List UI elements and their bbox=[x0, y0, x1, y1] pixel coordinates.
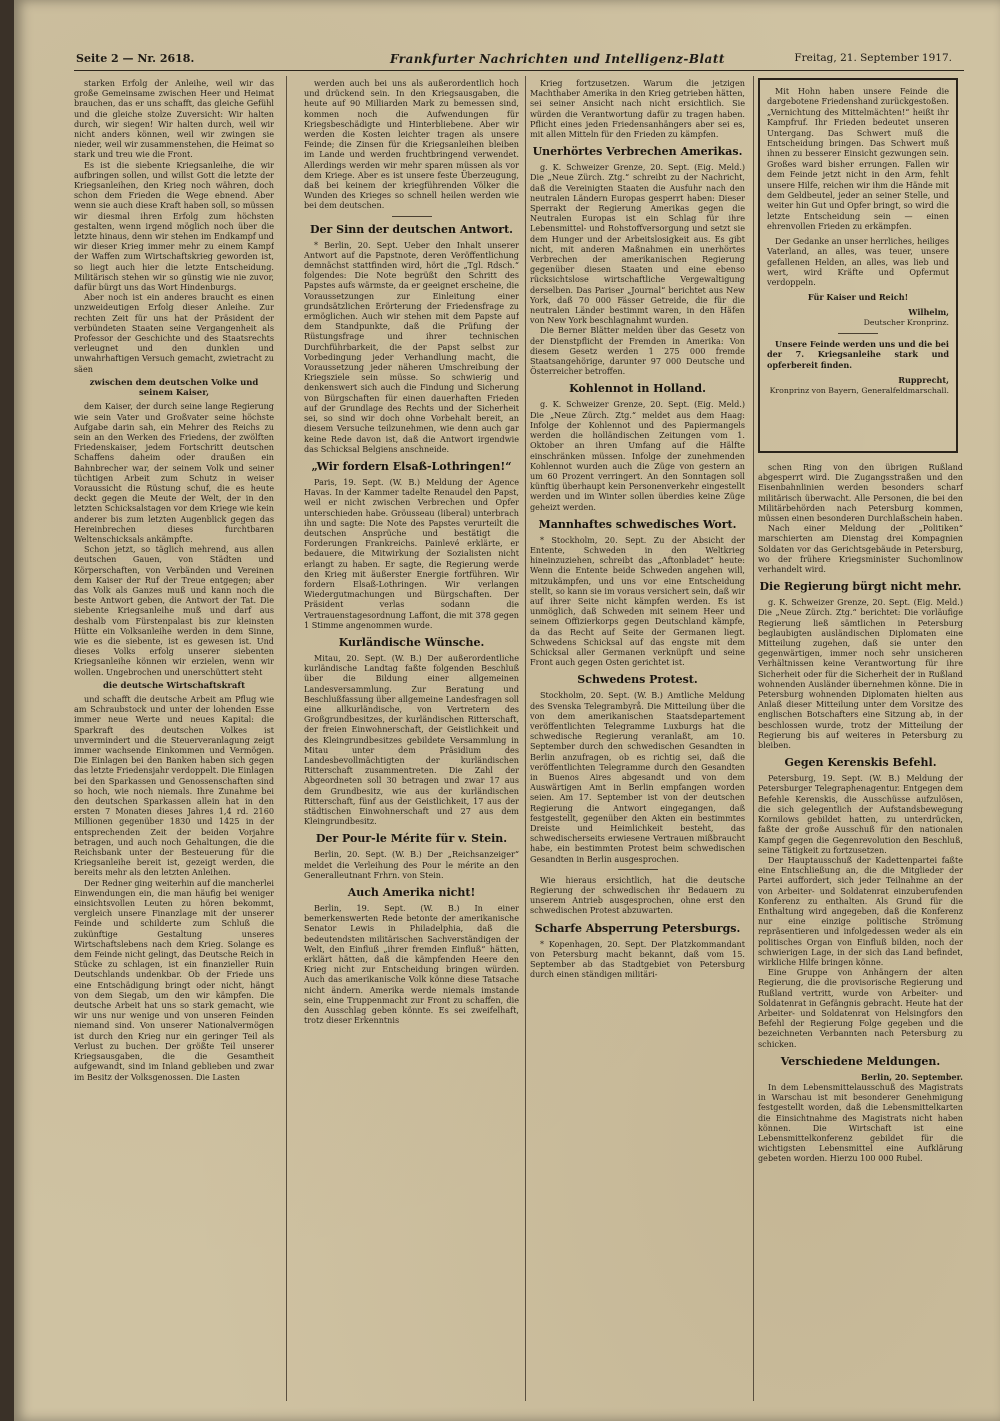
article-headline: Scharfe Absperrung Petersburgs. bbox=[534, 921, 741, 935]
article-headline: „Wir fordern Elsaß-Lothringen!“ bbox=[311, 459, 512, 473]
column-3 bbox=[530, 78, 745, 1421]
subheading: zwischen dem deutschen Volke und seinem Kaiser, bbox=[89, 377, 259, 399]
paragraph: Krieg fortzusetzen. Warum die jetzigen Machthaber Amerika in den Krieg getrieben hätten, sei seiner Ansicht nach nicht ersichtlich. Sie würden die Verantwortung dafür zu tragen haben. Pflicht eines jeden Friedensanhängers aber sei es, mit allen Mitteln für den Frieden zu kämpfen. bbox=[530, 78, 745, 140]
paragraph: g. K. Schweizer Grenze, 20. Sept. (Eig. Meld.) Die „Neue Zürch. Ztg.“ schreibt zu der Nachricht, daß die Vereinigten Staaten die Ausfuhr nach den neutralen Ländern Europas gesperrt haben: Dieser Sperrakt der Regierung Amerikas gegen die Neutralen Europas ist ein Schlag für ihre Lebensmittel- und Rohstoffversorgung und setzt sie dem Hunger und der Arbeitslosigkeit aus. Es gibt nicht, mit anderen Maßnahmen ein unerhörtes Verbrechen der amerikanischen Regierung gegenüber diesen Staaten und eine ebenso rücksichtslose wirtschaftliche Vergewaltigung derselben. Das Pariser „Journal“ berichtet aus New York, daß 70 000 Fässer Getreide, die für die neutralen Länder bestimmt waren, in den Häfen von New York beschlagnahmt wurden. bbox=[530, 162, 745, 326]
paragraph: und schafft die deutsche Arbeit am Pflug wie am Schraubstock und unter der lohenden Esse immer neue Werte und neues Kapital: die Sparkraft des deutschen Volkes ist unvermindert und die Steuerveranlagung zeigt immer wachsende Einkommen und Vermögen. Die Einlagen bei den Banken haben sich gegen das letzte Friedensjahr verdoppelt. Die Einlagen bei den Sparkassen und Genossenschaften sind so hoch, wie noch niemals. Ihre Zunahme bei den deutschen Sparkassen allein hat in den ersten 7 Monaten dieses Jahres 1,4 rd. 2160 Millionen gegenüber 1830 und 1425 in der entsprechenden Zeit der beiden Vorjahre betragen, und auch noch Gehaltungen, die die Reichsbank unter der Besteuerung für die Kriegsanleihe bereit ist, gezeigt werden, die bereits mehr als den letzten Anleihen. bbox=[74, 693, 274, 878]
paragraph: Der Redner ging weiterhin auf die mancherlei Einwendungen ein, die man häufig bei weniger einsichtsvollen Leuten zu hören bekommt, vergleich unsere Finanzlage mit der unserer Feinde und schilderte zum Schluß die zukünftige Gestaltung unseres Wirtschaftslebens nach dem Krieg. Solange es dem Feinde nicht gelingt, das Deutsche Reich in Stücke zu schlagen, ist ein finanzieller Ruin Deutschlands undenkbar. Ob der Friede uns eine Entschädigung bringt oder nicht, hängt von dem Siegab, um den wir kämpfen. Die deutsche Arbeit hat uns so stark gemacht, wie wir uns nur wenige und von unseren Feinden niemand sind. Von unserer Nationalvermögen ist durch den Krieg nur ein geringer Teil als Verlust zu buchen. Der größte Teil unserer Kriegsausgaben, die die Gesamtheit aufgewandt, sind im Inland geblieben und zwar im Besitz der Volksgenossen. Die Lasten bbox=[74, 877, 274, 1082]
article-headline: Der Sinn der deutschen Antwort. bbox=[309, 222, 514, 236]
section-rule bbox=[838, 333, 878, 334]
proclamation-box bbox=[758, 78, 958, 453]
paragraph: In dem Lebensmittelausschuß des Magistrats in Warschau ist mit besonderer Genehmigung festgestellt worden, daß die Lebensmittelkarten die Einsichtnahme des Magistrats nicht haben können. Die Wirtschaft ist eine Lebensmittelkonferenz gebildet für die wichtigsten Lebensmittel eine Aufklärung gebeten worden. Hierzu 100 000 Rubel. bbox=[758, 1081, 963, 1164]
paragraph: g. K. Schweizer Grenze, 20. Sept. (Eig. Meld.) Die „Neue Zürch. Ztg.“ berichtet: Die vorläufige Regierung ließ sämtlichen in Petersburg beglaubigten ausländischen Diplomaten eine Mitteilung zugehen, daß sie unter den gegenwärtigen, immer noch sehr unsicheren Verhältnissen keine Verantwortung für ihre Sicherheit oder für die Sicherheit der in Rußland wohnenden Ausländer übernehmen könne. Die in Petersburg wohnenden Diplomaten hielten aus Anlaß dieser Mitteilung unter dem Vorsitze des englischen Botschafters eine Sitzung ab, in der beschlossen wurde, trotz der Mitteilung der Regierung bis auf weiteres in Petersburg zu bleiben. bbox=[758, 597, 963, 751]
paragraph: Schon jetzt, so täglich mehrend, aus allen deutschen Gauen, von Städten und Körperschaften, von Verbänden und Vereinen dem Kaiser der Ruf der Treue entgegen; aber das Volk als Ganzes muß und kann noch die beste Antwort geben, die Antwort der Tat. Die siebente Kriegsanleihe muß und darf aus deshalb vom Fürstenpalast bis zur kleinsten Hütte ein Volksanleihe werden in dem Sinne, wie es die siebente, ist es gewesen ist. Und dieses Volks erfolg unserer siebenten Kriegsanleihe können wir erzielen, wenn wir wollen. Ungebrochen und unerschüttert steht bbox=[74, 544, 274, 677]
paragraph: Unsere Feinde werden uns und die bei der 7. Kriegsanleihe stark und opferbereit finden. bbox=[767, 338, 949, 370]
column-divider bbox=[286, 76, 287, 1401]
paragraph: starken Erfolg der Anleihe, weil wir das große Gemeinsame zwischen Heer und Heimat brauchen, das er uns schafft, das gleiche Gefühl und die gleiche stolze Zuversicht: Wir halten durch, wir siegen! Wir halten durch, weil wir nicht anders können, weil wir zwingen sie nieder, weil wir zusammenstehen, die Heimat so stark und treu wie die Front. bbox=[74, 78, 274, 160]
paragraph: werden auch bei uns als außerordentlich hoch und drückend sein. In den Kriegsausgaben, die heute auf 90 Milliarden Mark zu bemessen sind, kommen noch die Aufwendungen für Kriegsbeschädigte und Hinterbliebene. Aber wir werden die Kosten leichter tragen als unsere Feinde; die Zinsen für die Kriegsanleihen bleiben im Lande und werden fruchtbringend verwendet. Allerdings werden wir mehr sparen müssen als vor dem Kriege. Aber es ist unsere feste Überzeugung, daß bei keinem der kriegführenden Völker die Wunden des Krieges so schnell heilen werden wie bei dem deutschen. bbox=[304, 78, 519, 211]
paragraph: Berlin, 19. Sept. (W. B.) In einer bemerkenswerten Rede betonte der amerikanische Senator Lewis in Philadelphia, daß die bedeutendsten militärischen Sachverständigen der Welt, den Einfluß „ihrer fremden Einfluß“ hätten, erklärt hätten, daß die kämpfenden Heere den Krieg nicht zur Entscheidung bringen würden. Auch das amerikanische Volk könne diese Tatsache nicht ändern. Amerika werde niemals imstande sein, eine Truppenmacht zur Front zu schaffen, die den Ausschlag geben könnte. Es sei zweifelhaft, trotz dieser Erkenntnis bbox=[304, 903, 519, 1026]
article-headline: Mannhaftes schwedisches Wort. bbox=[538, 517, 737, 531]
paragraph: Mit Hohn haben unsere Feinde die dargebotene Friedenshand zurückgestoßen. „Vernichtung des Mittelmächten!“ heißt ihr Kampfruf. Ihr Frieden bedeutet unseren Untergang. Das Schwert muß die Entscheidung bringen. Das Schwert muß ihnen zu besserer Einsicht gezwungen sein. Großes ward bisher errungen. Fallen wir dem Feinde jetzt nicht in den Arm, fehlt unsere Hilfe, reichen wir ihm die Hände mit dem Geldbeutel, jeder an seiner Stelle, und weiter hin Gut und Opfer bringt, so wird die letzte Entscheidung sein — einen ehrenvollen Frieden zu erkämpfen. bbox=[767, 86, 949, 232]
paragraph: Der Gedanke an unser herrliches, heiliges Vaterland, an alles, was teuer, unsere gefallenen Helden, an alles, was lieb und wert, wird Kräfte und Opfermut verdoppeln. bbox=[767, 235, 949, 288]
paragraph: schen Ring von den übrigen Rußland abgesperrt wird. Die Zugangsstraßen und den Eisenbahnlinien werden besonders scharf militärisch überwacht. Alle Personen, die bei den Militärbehörden nach Petersburg kommen, müssen einen besonderen Durchlaßschein haben. bbox=[758, 462, 963, 524]
column-2 bbox=[304, 78, 519, 1421]
paragraph: Der Hauptausschuß der Kadettenpartei faßte eine Entschließung an, die die Mitglieder der Partei auffordert, sich jeder Teilnahme an der von Arbeiter- und Soldatenrat einzuberufenden Konferenz zu enthalten. Als Grund für die Enthaltung wird angegeben, daß die Konferenz nur eine einzige politische Strömung repräsentieren und infolgedessen weder als ein politisches Organ von Einfluß bilden, noch der schwierigen Lage, in der sich das Land befindet, wirkliche Hilfe bringen könne. bbox=[758, 854, 963, 967]
column-divider bbox=[753, 76, 754, 1401]
signature-name: Wilhelm, bbox=[908, 307, 949, 318]
rally-cry: Für Kaiser und Reich! bbox=[807, 291, 909, 302]
page-number-label: Seite 2 — Nr. 2618. bbox=[76, 52, 195, 65]
paragraph: * Kopenhagen, 20. Sept. Der Platzkommandant von Petersburg macht bekannt, daß vom 15. September ab das Stadtgebiet von Petersburg durch einen ständigen militäri- bbox=[530, 938, 745, 980]
article-headline: Kurländische Wünsche. bbox=[338, 635, 485, 649]
article-headline: Unerhörtes Verbrechen Amerikas. bbox=[532, 145, 743, 159]
section-rule bbox=[618, 869, 658, 870]
masthead: Frankfurter Nachrichten und Intelligenz-Blatt bbox=[390, 52, 725, 66]
paragraph: * Berlin, 20. Sept. Ueber den Inhalt unserer Antwort auf die Papstnote, deren Veröffentlichung demnächst stattfinden wird, hört die „Tgl. Rdsch.“ folgendes: Die Note begrüßt den Schritt des Papstes aufs wärmste, da er geeignet erscheine, die Voraussetzungen zur Einleitung einer grundsätzlichen Erörterung der Friedensfrage zu ermöglichen. Auch wir stehen mit dem Papste auf dem Standpunkte, daß die Prüfung der Rüstungsfrage und ihrer technischen Durchführbarkeit, die der Papst selbst zur Vorbedingung jeder Verhandlung macht, die Voraussetzung jeder näheren Umschreibung der Kriegsziele sein müsse. So schwierig und denkenswert sich auch die Findung und Sicherung von Bürgschaften für einen dauerhaften Frieden auf der Grundlage des Rechts und der Sicherheit sei, so sind wir doch ohne Vorbehalt bereit, an diesem Versuche teilzunehmen, wie denn auch gar keine Rede davon ist, daß die Antwort irgendwie das Schicksal Belgiens anschneide. bbox=[304, 239, 519, 454]
paragraph: Die Berner Blätter melden über das Gesetz von der Dienstpflicht der Fremden in Amerika: Von diesem Gesetz werden 1 275 000 fremde Staatsangehörige, darunter 97 000 Deutsche und Österreicher betroffen. bbox=[530, 325, 745, 377]
paragraph: Wie hieraus ersichtlich, hat die deutsche Regierung der schwedischen ihr Bedauern zu unserem Antrieb ausgesprochen, ohne erst den schwedischen Protest abzuwarten. bbox=[530, 874, 745, 916]
signature-name: Rupprecht, bbox=[898, 375, 949, 386]
article-headline: Kohlennot in Holland. bbox=[569, 382, 706, 396]
paragraph: Eine Gruppe von Anhängern der alten Regierung, die die provisorische Regierung und Rußland vertritt, wurde von Arbeiter- und Soldatenrat in Gefängnis gebracht. Heute hat der Arbeiter- und Soldatenrat von Helsingfors den Befehl der Regierung Folge gegeben und die bezeichneten Verbannten nach Petersburg zu schicken. bbox=[758, 967, 963, 1049]
dateline: Berlin, 20. September. bbox=[860, 1071, 963, 1082]
section-rule bbox=[392, 216, 432, 217]
article-headline: Gegen Kerenskis Befehl. bbox=[784, 756, 937, 770]
paragraph: Berlin, 20. Sept. (W. B.) Der „Reichsanzeiger“ meldet die Verleihung des Pour le mérite an den Generalleutnant Frhrn. von Stein. bbox=[304, 849, 519, 880]
article-headline: Der Pour-le Mérite für v. Stein. bbox=[315, 832, 508, 846]
column-4 bbox=[758, 462, 963, 1421]
paragraph: Stockholm, 20. Sept. (W. B.) Amtliche Meldung des Svenska Telegrambyrå. Die Mitteilung über die von dem amerikanischen Staatsdepartement veröffentlichten Telegramme Luxburgs hat die schwedische Regierung veranlaßt, am 10. September durch den schwedischen Gesandten in Berlin anzufragen, ob es richtig sei, daß die veröffentlichten Telegramme durch den Gesandten in Buenos Aires abgesandt und von dem Auswärtigen Amt in Berlin empfangen worden seien. Am 17. September ist von der deutschen Regierung die Antwort eingegangen, daß festgestellt, gegenüber den Akten ein bestimmtes Dreiste und Heimlichkeit besteht, das schwedischerseits erwiesene Vertrauen mißbraucht habe, ein bestimmten Protest beim schwedischen Gesandten in Berlin ausgesprochen. bbox=[530, 690, 745, 864]
paragraph: Mitau, 20. Sept. (W. B.) Der außerordentliche kurländische Landtag faßte folgenden Beschluß über die Bildung einer allgemeinen Landesversammlung. Zur Beratung und Beschlußfassung über allgemeine Landesfragen soll eine allkurländische, von Vertretern des Großgrundbesitzes, der kurländischen Ritterschaft, der freien Einwohnerschaft, der Geistlichkeit und des Kleingrundbesitzes gebildete Versammlung in Mitau unter dem Präsidium des Landesbevollmächtigten der kurländischen Ritterschaft zusammentreten. Die Zahl der Abgeordneten soll 30 betragen und zwar 17 aus dem Grundbesitz, wie aus der kurländischen Ritterschaft, fünf aus der Geistlichkeit, 17 aus der städtischen Einwohnerschaft und 27 aus dem Kleingrundbesitz. bbox=[304, 652, 519, 827]
paragraph: Aber noch ist ein anderes braucht es einen unzweideutigen Erfolg dieser Anleihe. Zur rechten Zeit für uns hat der Präsident der verbündeten Staaten seine Vergangenheit als Professor der Geschichte und des Staatsrechts verleugnet und den dunklen und unwahrhaftigen Versuch gemacht, zwietracht zu säen bbox=[74, 292, 274, 374]
signature-title: Kronprinz von Bayern, Generalfeldmarschall. bbox=[769, 385, 949, 395]
paragraph: Paris, 19. Sept. (W. B.) Meldung der Agence Havas. In der Kammer tadelte Renaudel den Papst, weil er nicht zwischen Verbrechen und Opfer unterschieden habe. Gröusseau (liberal) unterbrach ihn und sagte: Die Note des Papstes verurteilt die deutschen Ansprüche und bestätigt die Forderungen Frankreichs. Painlevé erklärte, er bedauere, die Mitwirkung der Sozialisten nicht erlangt zu haben. Er sagte, die Regierung werde den Krieg mit äußerster Energie fortführen. Wir fordern Elsaß-Lothringen. Wir verlangen Wiedergutmachungen und Bürgschaften. Der Präsident verlas sodann die Vertrauenstagesordnung Laffont, die mit 378 gegen 1 Stimme angenommen wurde. bbox=[304, 476, 519, 630]
column-divider bbox=[525, 76, 526, 1401]
paragraph: Nach einer Meldung der „Politiken“ marschierten am Dienstag drei Kompagnien Soldaten vor das Gerichtsgebäude in Petersburg, wo der frühere Kriegsminister Suchomlinow verhandelt wird. bbox=[758, 523, 963, 575]
paragraph: * Stockholm, 20. Sept. Zu der Absicht der Entente, Schweden in den Weltkrieg hineinzuziehen, schreibt das „Aftonbladet“ heute: Wenn die Entente beide Schweden angehen will, mitzukämpfen, und uns vor eine Entscheidung stellt, so kann sie im voraus versichert sein, daß wir auf ihrer Seite nicht kämpfen werden. Es ist unmöglich, daß Schweden mit seinem Heer und seinem Offizierkorps gegen Deutschland kämpfe, da das Recht auf Seite der Germanen liegt. Schwedens Schicksal auf das engste mit dem Schicksal aller Germanen verknüpft und seine Front auch gegen Osten gerichtet ist. bbox=[530, 534, 745, 668]
paragraph: Es ist die siebente Kriegsanleihe, die wir aufbringen sollen, und willst Gott die letzte der Kriegsanleihen, den Krieg noch währen, doch schon dem Frieden die Wege ebnend. Aber wenn sie auch diese Kraft haben soll, so müssen wir diesmal ihren Erfolg zum höchsten gestalten, wenn irgend möglich noch über die letzte hinaus, denn wir stehen im Endkampf und wir dieser Krieg immer mehr zu einem Kampf der Waffen zum Wirtschaftskrieg geworden ist, so liegt auch hier die letzte Entscheidung. Militärisch stehen wir so günstig wie nie zuvor, dafür bürgt uns das Wort Hindenburgs. bbox=[74, 159, 274, 293]
article-headline: Die Regierung bürgt nicht mehr. bbox=[759, 580, 962, 594]
paragraph: Petersburg, 19. Sept. (W. B.) Meldung der Petersburger Telegraphenagentur. Entgegen dem Befehle Kerenskis, die Ausschüsse aufzulösen, die sich gelegentlich der Aufstandsbewegung Kornilows gebildet hatten, zu unterdrücken, faßte der große Ausschuß für den nationalen Kampf gegen die Gegenrevolution den Beschluß, seine Tätigkeit zu fortzusetzen. bbox=[758, 773, 963, 855]
article-headline: Auch Amerika nicht! bbox=[347, 886, 476, 900]
article-headline: Verschiedene Meldungen. bbox=[780, 1054, 941, 1068]
article-headline: Schwedens Protest. bbox=[577, 673, 698, 687]
newspaper-page bbox=[14, 0, 1000, 1421]
signature-title: Deutscher Kronprinz. bbox=[863, 317, 949, 327]
paragraph: dem Kaiser, der durch seine lange Regierung wie sein Vater und Großvater seine höchste Aufgabe darin sah, ein Mehrer des Reichs zu sein an den Werken des Friedens, der zwölften Friedenskaiser, jedem Fortschritt deutschen Schaffens daheim oder draußen ein Bahnbrecher war, der seinem Volk und seiner tüchtigen Arbeit zum Schutz in weiser Voraussicht die Rüstung schuf, die es heute deckt gegen die Meute der Welt, der in den letzten Schicksalstagen vor dem Kriege wie kein anderer bis zum letzten Augenblick gegen das Hereinbrechen dieses furchtbaren Weltenschicksals ankämpfte. bbox=[74, 401, 274, 544]
header-rule bbox=[74, 70, 964, 71]
paragraph: g. K. Schweizer Grenze, 20. Sept. (Eig. Meld.) Die „Neue Zürch. Ztg.“ meldet aus dem Haag: Infolge der Kohlennot und des Papiermangels werden die holländischen Zeitungen vom 1. Oktober an ihren Umfang auf die Hälfte einschränken müssen. Infolge der zunehmenden Kohlennot wurden auch die Züge von gestern an um 60 Prozent verringert. An den Sonntagen soll künftig überhaupt kein Personenverkehr eingestellt werden und im Winter sollen überdies keine Züge geheizt werden. bbox=[530, 399, 745, 512]
issue-date: Freitag, 21. September 1917. bbox=[794, 52, 952, 64]
subheading: die deutsche Wirtschaftskraft bbox=[102, 680, 245, 691]
column-1 bbox=[74, 78, 274, 1421]
